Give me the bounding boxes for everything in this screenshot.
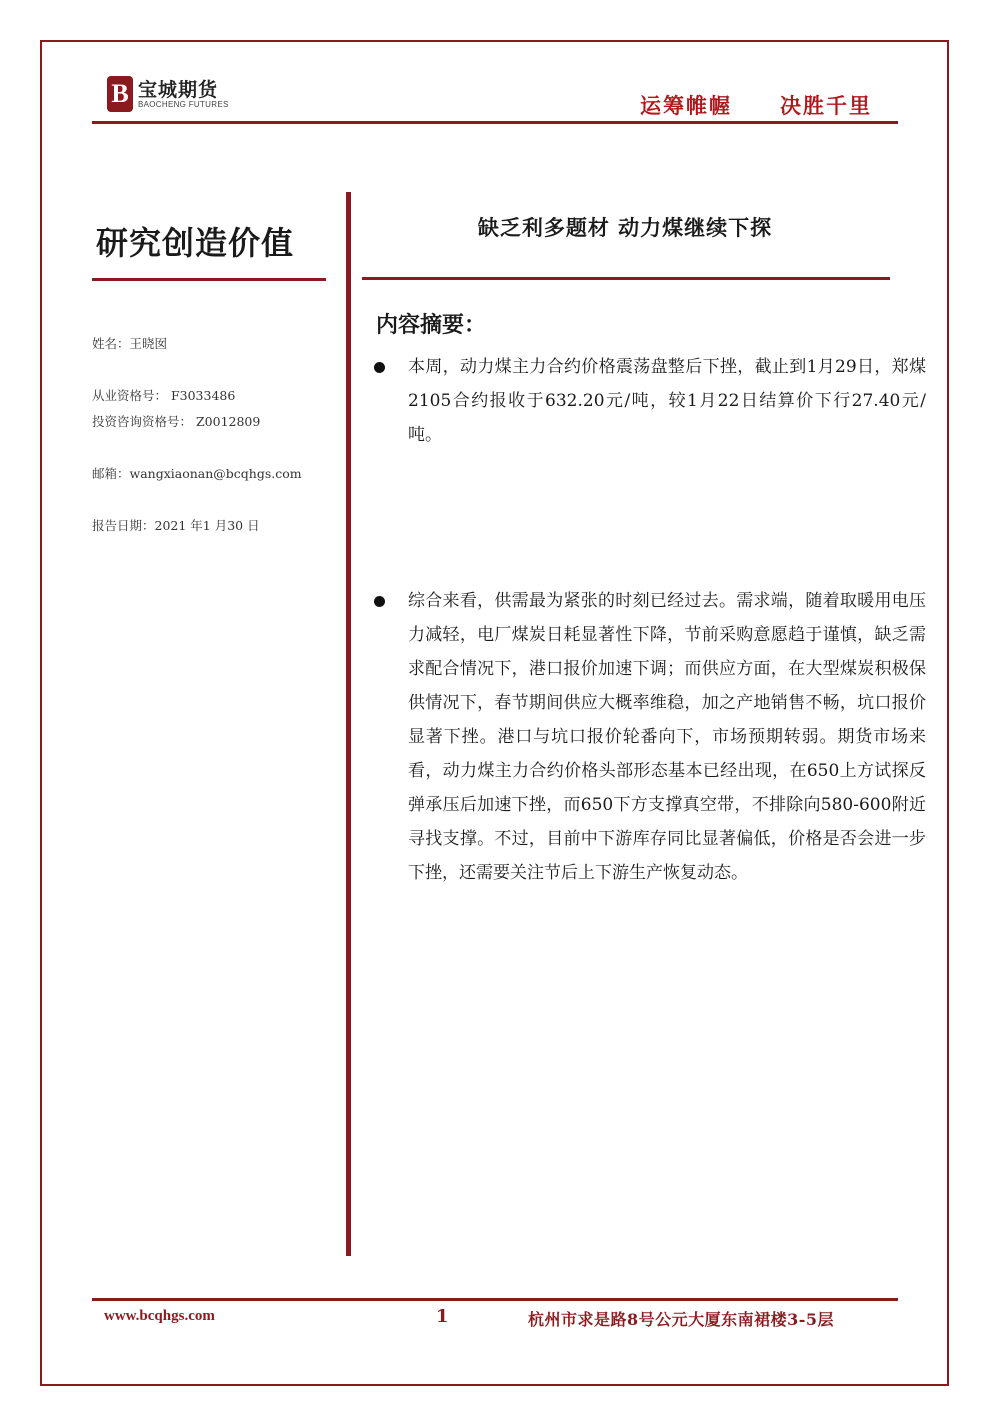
page-number: 1 (436, 1306, 449, 1327)
summary-paragraph-1: 本周，动力煤主力合约价格震荡盘整后下挫，截止到1月29日，郑煤2105合约报收于632.20元/吨，较1月22日结算价下行27.40元/吨。 (408, 357, 926, 445)
header-slogan (640, 90, 872, 120)
column-divider (346, 192, 351, 1256)
bullet-icon (374, 596, 385, 607)
logo-english-name: BAOCHENG FUTURES (138, 99, 229, 109)
summary-paragraph-2: 综合来看，供需最为紧张的时刻已经过去。需求端，随着取暖用电压力减轻，电厂煤炭日耗显著性下降，节前采购意愿趋于谨慎，缺乏需求配合情况下，港口报价加速下调；而供应方面，在大型煤炭积极保供情况下，春节期间供应大概率维稳，加之产地销售不畅，坑口报价显著下挫。港口与坑口报价轮番向下，市场预期转弱。期货市场来看，动力煤主力合约价格头部形态基本已经出现，在650上方试探反弹承压后加速下挫，而650下方支撑真空带，不排除向580-600附近寻找支撑。不过，目前中下游库存同比显著偏低，价格是否会进一步下挫，还需要关注节后上下游生产恢复动态。 (408, 591, 926, 883)
logo-chinese-name: 宝城期货 (138, 78, 219, 101)
bullet-icon (374, 362, 385, 373)
logo-mark-icon: B (107, 76, 133, 112)
footer-address: 杭州市求是路8号公元大厦东南裙楼3-5层 (528, 1310, 835, 1329)
title-divider (362, 277, 890, 280)
slogan-part-1: 运筹帷幄 (640, 93, 732, 118)
footer-divider (92, 1298, 898, 1301)
slogan-part-2: 决胜千里 (780, 93, 872, 118)
header-divider (92, 121, 898, 124)
analyst-email: 邮箱：wangxiaonan@bcqhgs.com (92, 466, 302, 481)
report-title: 缺乏利多题材 动力煤继续下探 (477, 215, 773, 240)
sidebar-motto: 研究创造价值 (96, 224, 295, 262)
summary-heading: 内容摘要： (376, 312, 487, 338)
practitioner-license: 从业资格号： F3033486 (92, 388, 236, 403)
footer-website[interactable]: www.bcqhgs.com (104, 1308, 215, 1324)
sidebar-divider (92, 278, 326, 281)
report-date: 报告日期：2021 年1 月30 日 (92, 518, 260, 533)
consulting-license: 投资咨询资格号： Z0012809 (92, 414, 261, 429)
analyst-name: 姓名：王晓囡 (92, 336, 168, 351)
company-logo (107, 76, 229, 112)
